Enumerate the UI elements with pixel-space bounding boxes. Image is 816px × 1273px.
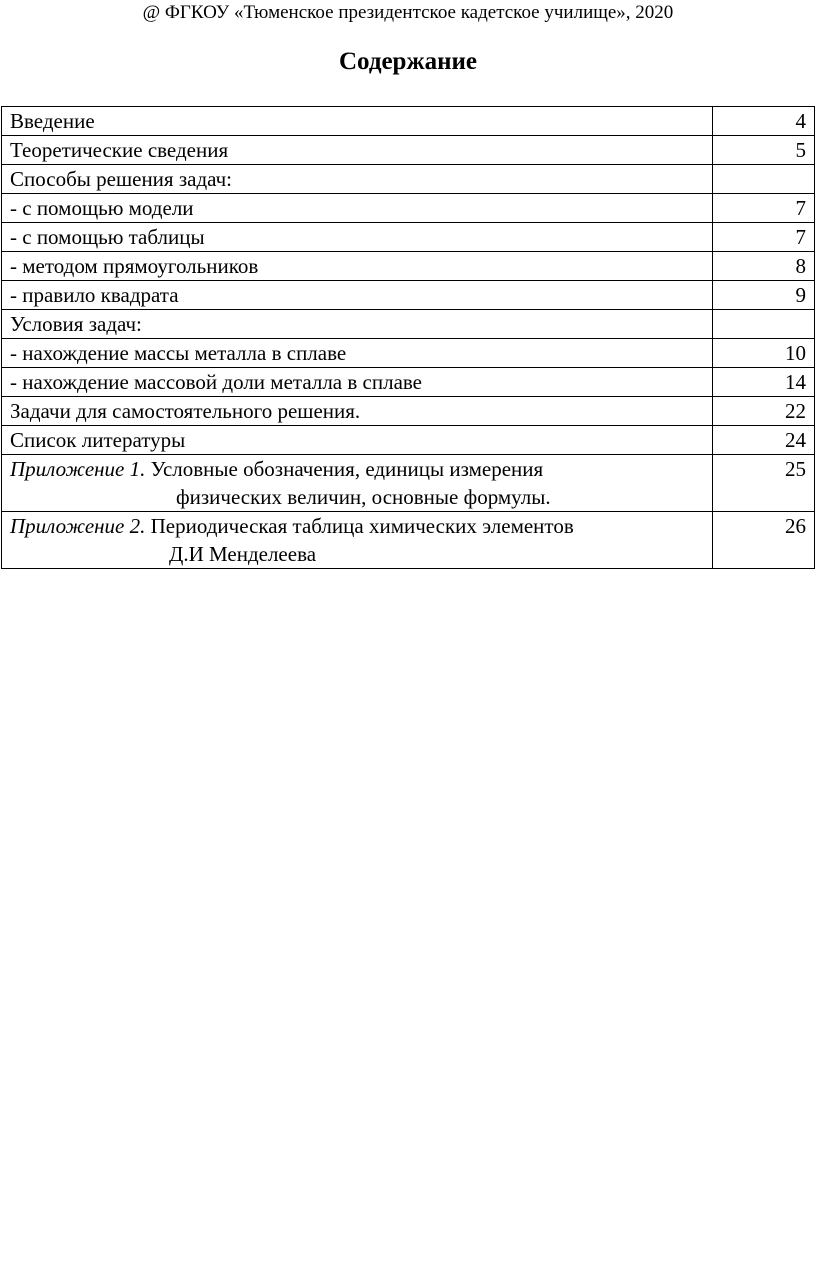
toc-entry-title: - методом прямоугольников	[2, 252, 713, 281]
toc-row-self-study	[2, 397, 815, 426]
toc-entry-title: - с помощью модели	[2, 194, 713, 223]
toc-entry-page: 26	[712, 512, 814, 569]
toc-row-introduction	[2, 107, 815, 136]
toc-row-rectangles	[2, 252, 815, 281]
toc-entry-title: Задачи для самостоятельного решения.	[2, 397, 713, 426]
toc-entry-page: 7	[712, 194, 814, 223]
toc-entry-page: 5	[712, 136, 814, 165]
toc-entry-title	[2, 512, 713, 569]
page-title: Содержание	[338, 48, 477, 75]
appendix-continuation: физических величин, основные формулы.	[176, 485, 551, 509]
toc-entry-title: Способы решения задач:	[2, 165, 713, 194]
toc-entry-page: 24	[712, 426, 814, 455]
toc-entry-title	[2, 455, 713, 512]
appendix-text: Условные обозначения, единицы измерения	[145, 457, 544, 481]
appendix-text: Периодическая таблица химических элементов	[145, 514, 574, 538]
toc-entry-title: - нахождение массы металла в сплаве	[2, 339, 713, 368]
toc-entry-title: - правило квадрата	[2, 281, 713, 310]
toc-entry-page	[712, 310, 814, 339]
toc-row-model	[2, 194, 815, 223]
appendix-continuation: Д.И Менделеева	[169, 542, 317, 566]
toc-entry-page: 7	[712, 223, 814, 252]
toc-row-theory	[2, 136, 815, 165]
toc-row-square-rule	[2, 281, 815, 310]
toc-entry-title: Введение	[2, 107, 713, 136]
toc-entry-page: 8	[712, 252, 814, 281]
toc-entry-title: - нахождение массовой доли металла в сплаве	[2, 368, 713, 397]
toc-row-metal-mass	[2, 339, 815, 368]
toc-row-references	[2, 426, 815, 455]
toc-entry-page: 25	[712, 455, 814, 512]
toc-entry-page: 4	[712, 107, 814, 136]
toc-entry-title: - с помощью таблицы	[2, 223, 713, 252]
toc-row-appendix-2	[2, 512, 815, 569]
toc-row-conditions	[2, 310, 815, 339]
toc-row-table	[2, 223, 815, 252]
header-copyright: @ ФГКОУ «Тюменское президентское кадетское училище», 2020	[142, 2, 674, 23]
toc-entry-title: Условия задач:	[2, 310, 713, 339]
toc-entry-page: 22	[712, 397, 814, 426]
appendix-label: Приложение 1.	[10, 457, 146, 481]
toc-row-mass-fraction	[2, 368, 815, 397]
table-of-contents	[1, 106, 815, 569]
toc-row-appendix-1	[2, 455, 815, 512]
toc-entry-page: 9	[712, 281, 814, 310]
toc-entry-page	[712, 165, 814, 194]
toc-entry-title: Теоретические сведения	[2, 136, 713, 165]
appendix-label: Приложение 2.	[10, 514, 146, 538]
toc-row-methods	[2, 165, 815, 194]
toc-entry-page: 14	[712, 368, 814, 397]
toc-entry-title: Список литературы	[2, 426, 713, 455]
toc-entry-page: 10	[712, 339, 814, 368]
